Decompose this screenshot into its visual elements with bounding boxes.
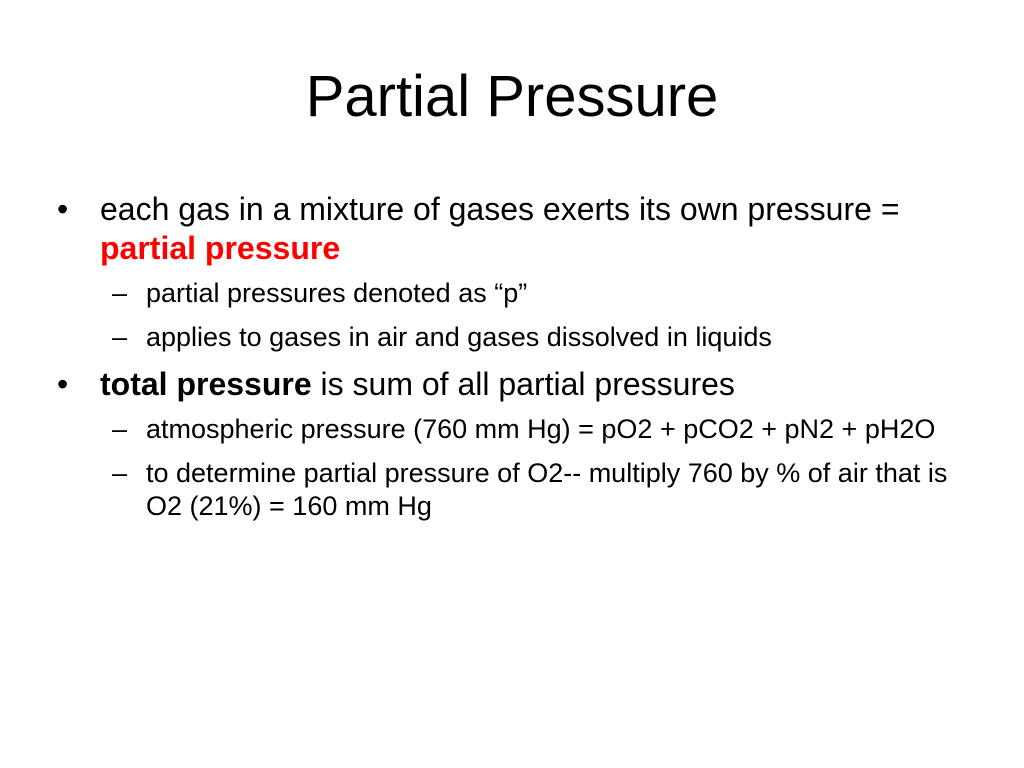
sub-bullet-item xyxy=(0,277,1024,310)
sub-bullet-text: partial pressures denoted as “p” xyxy=(146,278,528,308)
dash-marker: – xyxy=(112,322,128,352)
dash-marker: – xyxy=(112,458,128,488)
bullet-item-total-pressure xyxy=(0,365,1024,404)
highlighted-term: partial pressure xyxy=(100,230,341,266)
sub-bullet-item xyxy=(0,457,1024,523)
bold-term: total pressure xyxy=(100,366,312,402)
bullet-text: each gas in a mixture of gases exerts its own pressure = xyxy=(100,191,900,227)
dash-marker: – xyxy=(112,414,128,444)
sub-bullet-text: applies to gases in air and gases dissolved in liquids xyxy=(146,322,772,352)
bullet-item-partial-pressure xyxy=(0,190,1024,268)
sub-bullet-item xyxy=(0,321,1024,354)
bullet-text: is sum of all partial pressures xyxy=(311,366,735,402)
sub-bullet-text: to determine partial pressure of O2-- multiply 760 by % of air that is O2 (21%) = 160 mm Hg xyxy=(146,458,948,521)
slide-title: Partial Pressure xyxy=(305,64,719,129)
bullet-marker: • xyxy=(57,366,69,402)
sub-bullet-item xyxy=(0,413,1024,446)
sub-bullet-text: atmospheric pressure (760 mm Hg) = pO2 + pCO2 + pN2 + pH2O xyxy=(146,414,936,444)
dash-marker: – xyxy=(112,278,128,308)
bullet-marker: • xyxy=(57,191,69,227)
bullet-list xyxy=(0,190,1024,534)
